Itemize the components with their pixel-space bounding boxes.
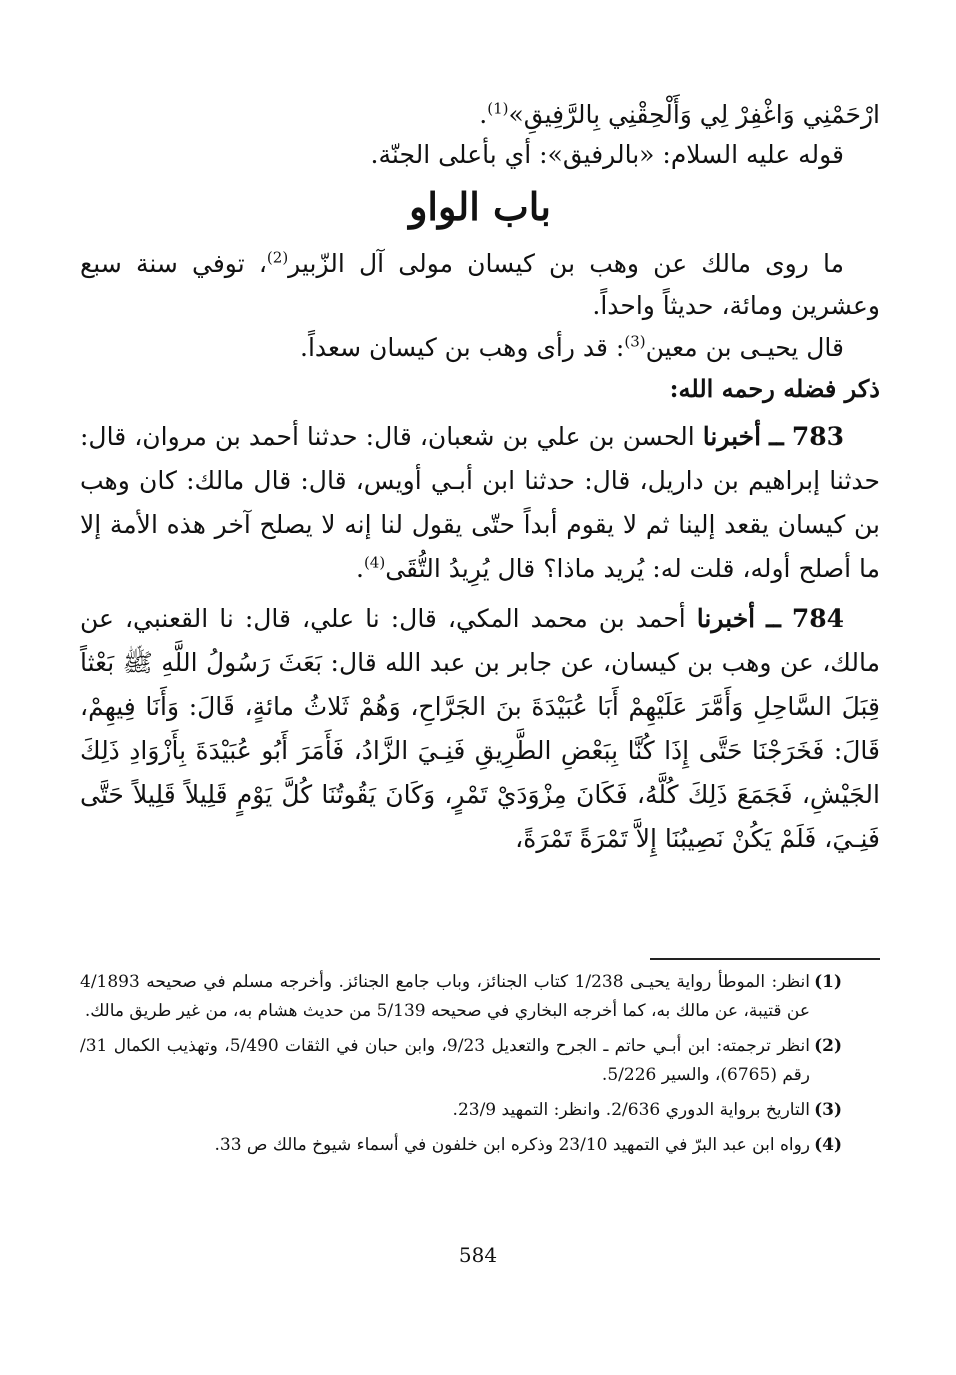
footnote-text: رواه ابن عبد البرّ في التمهيد 23/10 وذكره ابن خلفون في أسماء شيوخ مالك ص 33. xyxy=(214,1135,810,1155)
footnote-number: (2) xyxy=(814,1036,842,1056)
footnote-ref-2: (2) xyxy=(266,248,289,267)
virtue-heading: ذكر فضله رحمه الله: xyxy=(669,374,880,403)
page-number: 584 xyxy=(458,1243,498,1267)
prayer-line xyxy=(80,95,880,135)
hadith-783-dash: ــ xyxy=(769,422,784,451)
section-title: باب الواو xyxy=(409,184,551,229)
hadith-783-number: 783 xyxy=(791,422,844,451)
hadith-783-end: . xyxy=(355,554,364,583)
footnote-text: التاريخ برواية الدوري 2/636. وانظر: التمهيد 23/9. xyxy=(452,1100,810,1120)
footnote-1 xyxy=(80,968,842,1026)
intro-p1-b: ، توفي سنة سبع وعشرين ومائة، حديثاً واحداً. xyxy=(80,249,880,320)
intro-paragraph-2 xyxy=(80,327,880,369)
footnotes xyxy=(80,968,842,1166)
hadith-784-number: 784 xyxy=(791,604,845,633)
hadith-784 xyxy=(80,597,880,861)
hadith-783-lead: أخبرنا xyxy=(702,422,762,451)
intro-paragraph-1 xyxy=(80,243,880,327)
footnote-text: انظر: الموطأ رواية يحيـى 1/238 كتاب الجنائز، وباب جامع الجنائز. وأخرجه مسلم في صحيحه 4/1893 عن قتيبة، عن مالك به، كما أخرجه البخاري في صحيحه 5/139 من حديث هشام به، من غير طريق مالك. xyxy=(80,972,810,1021)
footnote-ref-4: (4) xyxy=(363,553,386,572)
footnote-ref-1: (1) xyxy=(487,99,509,118)
footnote-text: انظر ترجمته: ابن أبـي حاتم ـ الجرح والتعديل 9/23، وابن حبان في الثقات 5/490، وتهذيب الكمال 31/ رقم (6765)، والسير 5/226. xyxy=(80,1036,810,1085)
footnote-ref-3: (3) xyxy=(624,332,646,351)
footnote-number: (3) xyxy=(814,1100,842,1120)
intro-p2-a: قال يحيـى بن معين xyxy=(645,333,844,362)
hadith-784-matn: بَعَثَ رَسُولُ اللَّهِ ﷺ بَعْثاً قِبَلَ السَّاحِلِ وَأَمَّرَ عَلَيْهِمْ أَبَا عُبَيْدَةَ بنَ الجَرَّاحِ، وَهُمْ ثَلاثُ مائةٍ، قَالَ: وَأَنَا فِيهِمْ، قَالَ: فَخَرَجْنَا حَتَّى إِذَا كُنَّا بِبَعْضِ الطَّرِيقِ فَنِـيَ الزَّادُ، فَأَمَرَ أَبُو عُبَيْدَةَ بِأَزْوَادِ ذَلِكَ الجَيْشِ، فَجَمَعَ ذَلِكَ كُلَّهُ، فَكَانَ مِزْوَدَيْ تَمْرٍ، وَكَانَ يَقُوتُنَا كُلَّ يَوْمٍ قَلِيلاً قَلِيلاً حَتَّى فَنِـيَ، فَلَمْ يَكُنْ نَصِيبُنَا إِلاَّ تَمْرَةً تَمْرَةً، xyxy=(80,648,880,853)
footnote-number: (4) xyxy=(814,1135,842,1155)
hadith-784-dash: ــ xyxy=(766,604,781,633)
rafiq-gloss: قوله عليه السلام: «بالرفيق»: أي بأعلى الجنّة. xyxy=(370,140,844,169)
prayer-end: . xyxy=(479,100,488,129)
page-body xyxy=(80,95,880,861)
hadith-784-lead: أخبرنا xyxy=(696,604,756,633)
hadith-783 xyxy=(80,415,880,591)
footnote-number: (1) xyxy=(814,972,842,992)
footnote-4 xyxy=(80,1131,842,1160)
footnote-3 xyxy=(80,1096,842,1125)
footnote-divider xyxy=(650,958,880,960)
intro-p2-b: : قد رأى وهب بن كيسان سعداً. xyxy=(300,333,625,362)
prayer-text: ارْحَمْنِي وَاغْفِرْ لِي وَأَلْحِقْنِي بِالرَّفِيقِ» xyxy=(508,100,880,129)
hadith-783-text: الحسن بن علي بن شعبان، قال: حدثنا أحمد بن مروان، قال: حدثنا إبراهيم بن داريل، قال: حدثنا ابن أبـي أويس، قال: قال مالك: كان وهب بن كيسان يقعد إلينا ثم لا يقوم أبداً حتّى يقول لنا إنه لا يصلح آخر هذه الأمة إلا ما أصلح أوله، قلت له: يُريد ماذا؟ قال يُرِيدُ التُّقَى xyxy=(80,422,880,583)
intro-p1-a: ما روى مالك عن وهب بن كيسان مولى آل الزّبير xyxy=(288,249,844,278)
hadith-784-isnad: أحمد بن محمد المكي، قال: نا علي، قال: نا القعنبي، عن مالك، عن وهب بن كيسان، عن جابر بن عبد الله قال: xyxy=(80,604,880,677)
footnote-2 xyxy=(80,1032,842,1090)
